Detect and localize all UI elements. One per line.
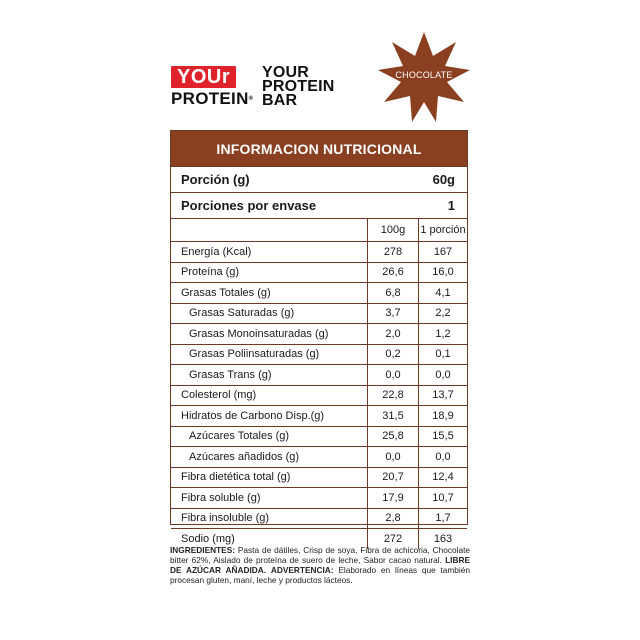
nutrient-value-100g: 31,5: [367, 406, 418, 426]
nutrient-name: Proteína (g): [181, 266, 240, 279]
brand-logo: [171, 66, 254, 108]
product-name-line2: PROTEIN: [262, 78, 335, 95]
warning-text: Elaborado en líneas que también procesan gluten, maní, leche y productos lácteos.: [170, 565, 470, 585]
nutrient-value-100g: 25,8: [367, 427, 418, 447]
nutrient-value-portion: 2,2: [418, 304, 467, 324]
table-row: [171, 488, 467, 509]
nutrient-value-portion: 12,4: [418, 468, 467, 488]
nutrient-value-portion: 163: [418, 529, 467, 549]
portion-row: [171, 167, 467, 193]
nutrient-name: Fibra dietética total (g): [181, 471, 291, 484]
nutrient-value-100g: 0,0: [367, 447, 418, 467]
nutrient-value-portion: 1,2: [418, 324, 467, 344]
nutrient-value-portion: 1,7: [418, 509, 467, 529]
nutrient-value-100g: 272: [367, 529, 418, 549]
product-name-line3: BAR: [262, 92, 298, 109]
flavor-label: CHOCOLATE: [395, 70, 453, 80]
nutrient-name: Azúcares añadidos (g): [189, 450, 300, 463]
nutrient-value-100g: 17,9: [367, 488, 418, 508]
portion-value: 60g: [432, 172, 455, 187]
table-row: [171, 427, 467, 448]
nutrient-name: Grasas Poliinsaturadas (g): [189, 348, 320, 361]
column-header-100g: 100g: [367, 219, 418, 241]
nutrient-name: Grasas Saturadas (g): [189, 307, 295, 320]
nutrient-value-portion: 18,9: [418, 406, 467, 426]
nutrient-value-100g: 278: [367, 242, 418, 262]
nutrient-value-portion: 10,7: [418, 488, 467, 508]
nutrient-value-portion: 15,5: [418, 427, 467, 447]
table-row: [171, 242, 467, 263]
table-row: [171, 345, 467, 366]
table-row: [171, 304, 467, 325]
nutrient-value-100g: 6,8: [367, 283, 418, 303]
nutrient-value-100g: 22,8: [367, 386, 418, 406]
nutrient-value-portion: 13,7: [418, 386, 467, 406]
nutrition-table: [170, 130, 468, 545]
ingredients-label: INGREDIENTES:: [170, 545, 235, 555]
nutrient-value-portion: 4,1: [418, 283, 467, 303]
nutrient-value-100g: 3,7: [367, 304, 418, 324]
table-row: [171, 324, 467, 345]
table-row: [171, 468, 467, 489]
table-row: [171, 509, 467, 530]
nutrient-name: Energía (Kcal): [181, 245, 252, 258]
nutrient-name: Grasas Totales (g): [181, 286, 271, 299]
nutrient-value-portion: 0,1: [418, 345, 467, 365]
servings-row: [171, 193, 467, 219]
table-row: [171, 386, 467, 407]
nutrient-value-100g: 2,0: [367, 324, 418, 344]
portion-label: Porción (g): [181, 172, 250, 187]
servings-label: Porciones por envase: [181, 198, 317, 213]
servings-value: 1: [447, 198, 455, 213]
table-row: [171, 365, 467, 386]
flavor-badge: [376, 30, 472, 126]
nutrient-name: Azúcares Totales (g): [189, 430, 290, 443]
table-row: [171, 263, 467, 284]
nutrient-name: Hidratos de Carbono Disp.(g): [181, 409, 325, 422]
product-name-line1: YOUR: [262, 64, 310, 81]
nutrient-name: Colesterol (mg): [181, 389, 257, 402]
table-row: [171, 447, 467, 468]
warning-label: ADVERTENCIA:: [270, 565, 334, 575]
product-name: [262, 66, 335, 108]
nutrient-name: Fibra soluble (g): [181, 491, 261, 504]
nutrient-value-100g: 0,2: [367, 345, 418, 365]
column-header-name: [171, 219, 367, 241]
nutrient-name: Grasas Monoinsaturadas (g): [189, 327, 329, 340]
nutrient-value-portion: 16,0: [418, 263, 467, 283]
nutrient-value-100g: 0,0: [367, 365, 418, 385]
table-title: INFORMACION NUTRICIONAL: [171, 131, 467, 167]
nutrient-name: Grasas Trans (g): [189, 368, 272, 381]
column-header-portion: 1 porción: [418, 219, 467, 241]
ingredients-list: Pasta de dátiles, Crisp de soya, Fibra de achicoria, Chocolate bitter 62%, Aislado de proteína de suero de leche, Sabor cacao natural.: [170, 545, 470, 565]
nutrient-value-100g: 2,8: [367, 509, 418, 529]
nutrient-value-portion: 0,0: [418, 447, 467, 467]
ingredients-text: [170, 545, 470, 585]
nutrient-value-100g: 26,6: [367, 263, 418, 283]
nutrient-value-portion: 0,0: [418, 365, 467, 385]
nutrient-value-portion: 167: [418, 242, 467, 262]
nutrient-rows: [171, 242, 467, 549]
column-headers: [171, 219, 467, 242]
table-row: [171, 283, 467, 304]
nutrient-value-100g: 20,7: [367, 468, 418, 488]
table-row: [171, 406, 467, 427]
logo-protein-text: PROTEIN®: [171, 89, 254, 108]
logo-your-text: YOUr: [171, 66, 236, 88]
nutrient-name: Fibra insoluble (g): [181, 512, 270, 525]
sugar-free-claim: LIBRE DE AZÚCAR AÑADIDA.: [170, 555, 470, 575]
nutrient-name: Sodio (mg): [181, 532, 235, 545]
